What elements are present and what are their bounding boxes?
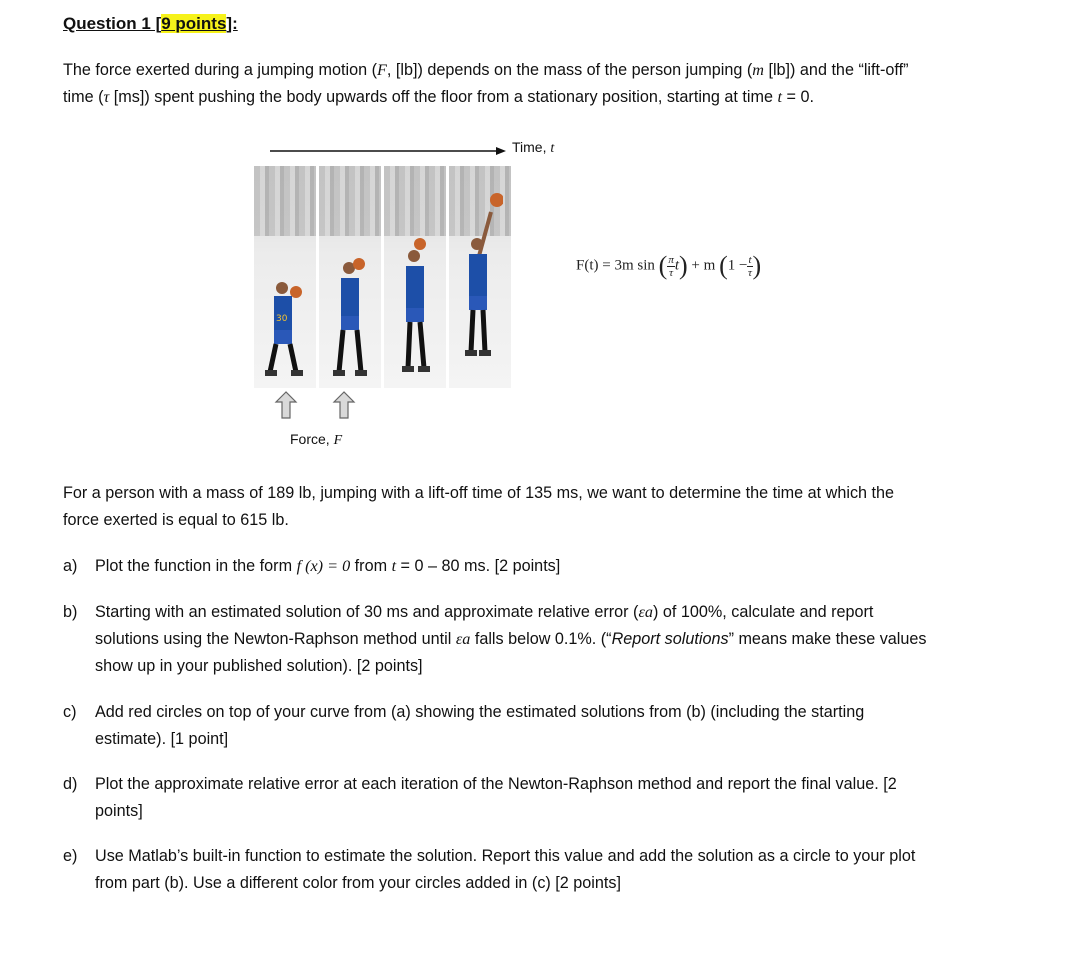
part-e-line-1: Use Matlab’s built-in function to estimate the solution. Report this value and add the solution as a circle to your plot — [95, 847, 916, 865]
part-b-line-3: show up in your published solution). [2 points] — [95, 657, 423, 675]
jump-photo-frame-3 — [384, 166, 446, 388]
jump-photo-frame-2 — [319, 166, 381, 388]
part-c-letter: c) — [63, 703, 77, 721]
part-d-line-2: points] — [95, 802, 143, 820]
points-highlight: 9 points — [161, 14, 227, 33]
time-axis-label: Time, t — [512, 139, 555, 156]
force-label: Force, F — [290, 431, 343, 448]
question-title: Question 1 [9 points]: — [63, 14, 238, 33]
jump-photo-frame-1 — [254, 166, 316, 388]
part-a-text: Plot the function in the form f (x) = 0 from t = 0 – 80 ms. [2 points] — [95, 557, 561, 575]
force-arrow-icon-1 — [276, 392, 296, 418]
part-a-letter: a) — [63, 557, 78, 575]
part-d-letter: d) — [63, 775, 78, 793]
part-e-letter: e) — [63, 847, 78, 865]
part-c-line-2: estimate). [1 point] — [95, 730, 229, 748]
intro-line-1: The force exerted during a jumping motion (F, [lb]) depends on the mass of the person jumping (m [lb]) and the “lift-off” — [63, 61, 909, 79]
part-b-line-1: Starting with an estimated solution of 30 ms and approximate relative error (εa) of 100%, calculate and report — [95, 603, 874, 621]
svg-text:30: 30 — [276, 314, 288, 324]
part-d-line-1: Plot the approximate relative error at each iteration of the Newton-Raphson method and report the final value. [2 — [95, 775, 897, 793]
part-c-line-1: Add red circles on top of your curve from (a) showing the estimated solutions from (b) (including the starting — [95, 703, 865, 721]
force-arrows — [272, 390, 362, 420]
part-b-line-2: solutions using the Newton-Raphson method until εa falls below 0.1%. (“Report solutions” means make these values — [95, 630, 927, 648]
problem-line-1: For a person with a mass of 189 lb, jumping with a lift-off time of 135 ms, we want to determine the time at which the — [63, 484, 895, 502]
force-formula: F(t) = 3m sin ( $\frac{\pi}{\tau}$ t) + m (1 − $\frac{t}{\tau}$ ) — [576, 251, 762, 280]
force-arrow-icon-2 — [334, 392, 354, 418]
part-e-line-2: from part (b). Use a different color from your circles added in (c) [2 points] — [95, 874, 621, 892]
intro-line-2: time (τ [ms]) spent pushing the body upwards off the floor from a stationary position, starting at time t = 0. — [63, 88, 814, 106]
time-arrow — [268, 140, 508, 160]
part-b-letter: b) — [63, 603, 78, 621]
jump-photo-frame-4 — [449, 166, 511, 388]
problem-line-2: force exerted is equal to 615 lb. — [63, 511, 289, 529]
